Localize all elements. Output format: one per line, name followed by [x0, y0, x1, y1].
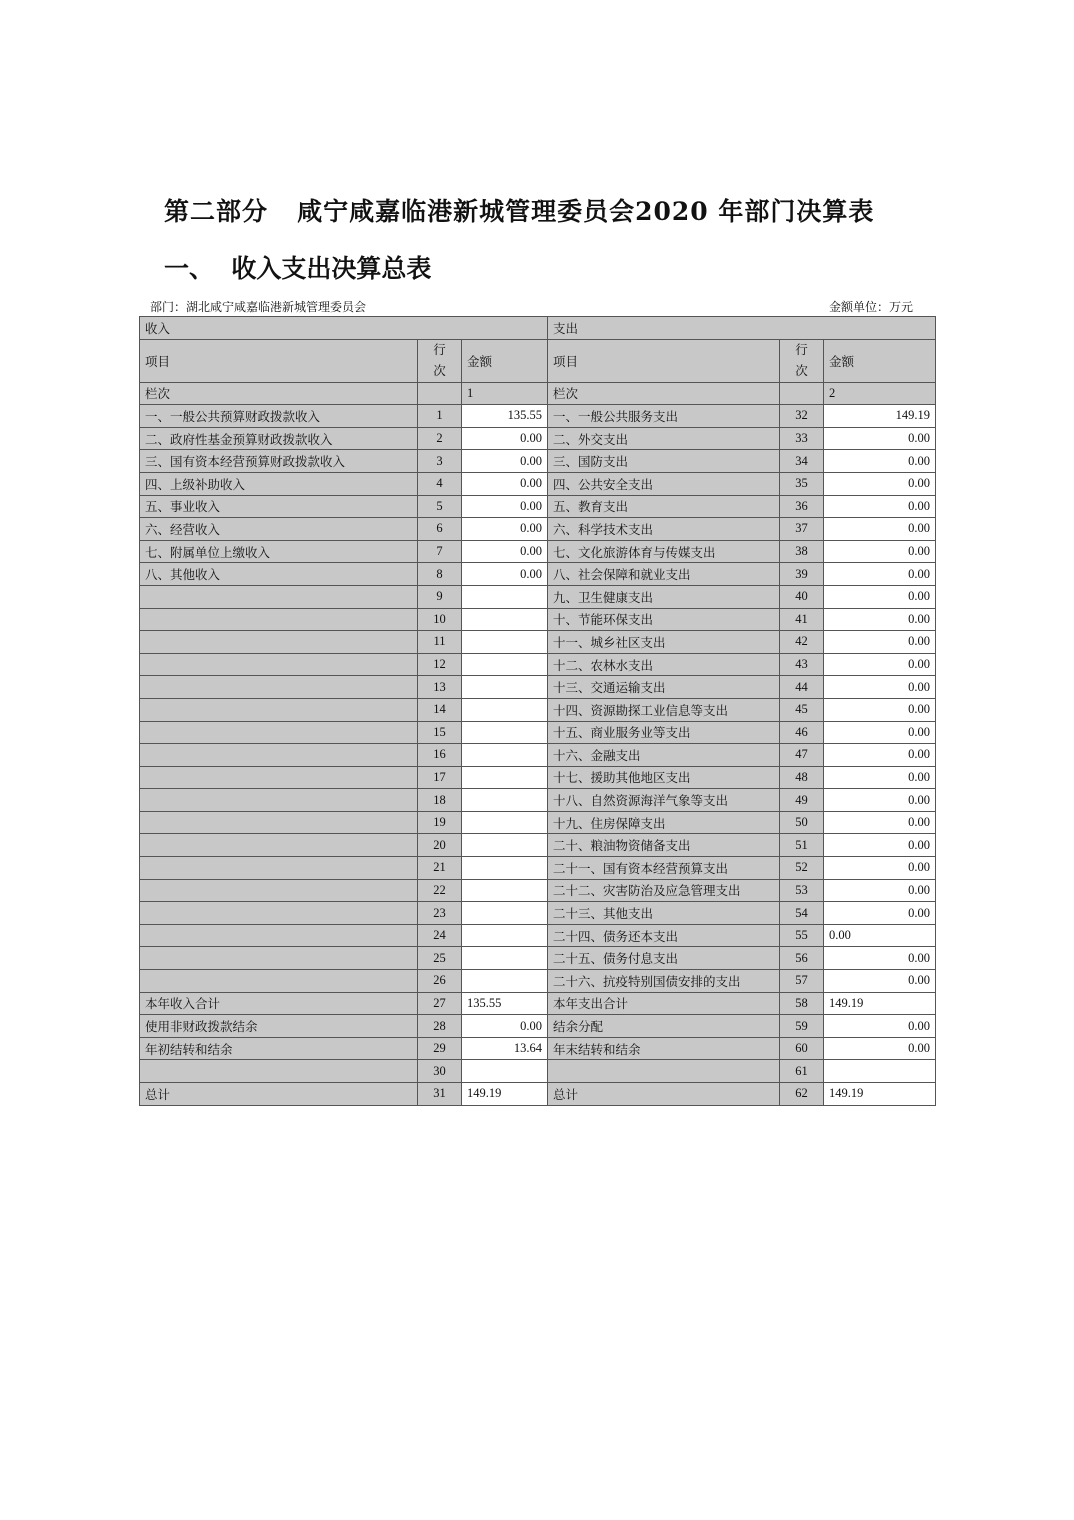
income-amount-cell — [462, 653, 548, 676]
income-amount-cell: 0.00 — [462, 450, 548, 473]
income-line-cell: 23 — [418, 902, 462, 925]
expense-amount-header: 金额 — [824, 339, 936, 382]
income-item-cell: 一、一般公共预算财政拨款收入 — [140, 405, 418, 428]
expense-item-cell: 十四、资源勘探工业信息等支出 — [548, 698, 780, 721]
department-label: 部门：湖北咸宁咸嘉临港新城管理委员会 — [150, 300, 367, 314]
income-item-cell — [140, 789, 418, 812]
income-amount-cell: 0.00 — [462, 427, 548, 450]
income-amount-cell: 0.00 — [462, 1015, 548, 1038]
expense-amount-cell: 0.00 — [824, 834, 936, 857]
income-item-cell: 年初结转和结余 — [140, 1037, 418, 1060]
expense-line-cell: 39 — [780, 563, 824, 586]
income-line-cell: 5 — [418, 495, 462, 518]
expense-line-cell: 35 — [780, 472, 824, 495]
income-amount-cell: 135.55 — [462, 405, 548, 428]
income-line-cell: 27 — [418, 992, 462, 1015]
table-row — [140, 947, 936, 970]
table-row — [140, 563, 936, 586]
income-line-cell: 13 — [418, 676, 462, 699]
expense-line-cell: 37 — [780, 518, 824, 541]
income-item-header: 项目 — [140, 339, 418, 382]
table-row — [140, 721, 936, 744]
income-line-cell: 22 — [418, 879, 462, 902]
expense-line-cell: 40 — [780, 585, 824, 608]
income-amount-cell: 0.00 — [462, 495, 548, 518]
income-amount-cell: 13.64 — [462, 1037, 548, 1060]
expense-amount-cell: 0.00 — [824, 540, 936, 563]
expense-item-cell: 一、一般公共服务支出 — [548, 405, 780, 428]
expense-item-cell: 五、教育支出 — [548, 495, 780, 518]
table-row — [140, 857, 936, 880]
expense-amount-cell: 0.00 — [824, 924, 936, 947]
income-item-cell: 总计 — [140, 1083, 418, 1106]
income-amount-cell — [462, 924, 548, 947]
expense-lanci-line — [780, 382, 824, 405]
expense-line-cell: 43 — [780, 653, 824, 676]
income-lanci-label: 栏次 — [140, 382, 418, 405]
expense-item-cell: 四、公共安全支出 — [548, 472, 780, 495]
income-line-cell: 17 — [418, 766, 462, 789]
income-lanci-no: 1 — [462, 382, 548, 405]
expense-amount-cell: 0.00 — [824, 1015, 936, 1038]
expense-line-cell: 60 — [780, 1037, 824, 1060]
income-amount-cell — [462, 947, 548, 970]
table-row — [140, 450, 936, 473]
income-item-cell — [140, 631, 418, 654]
income-item-cell — [140, 766, 418, 789]
table-row — [140, 1083, 936, 1106]
expense-amount-cell: 0.00 — [824, 811, 936, 834]
expense-item-cell — [548, 1060, 780, 1083]
income-line-cell: 7 — [418, 540, 462, 563]
expense-item-cell: 七、文化旅游体育与传媒支出 — [548, 540, 780, 563]
expense-amount-cell: 0.00 — [824, 879, 936, 902]
income-line-cell: 12 — [418, 653, 462, 676]
income-line-cell: 14 — [418, 698, 462, 721]
income-amount-cell — [462, 970, 548, 993]
expense-line-cell: 44 — [780, 676, 824, 699]
income-amount-cell: 0.00 — [462, 540, 548, 563]
expense-amount-cell: 0.00 — [824, 518, 936, 541]
table-row — [140, 902, 936, 925]
income-amount-cell — [462, 811, 548, 834]
table-row — [140, 924, 936, 947]
table-row — [140, 789, 936, 812]
expense-amount-cell: 0.00 — [824, 495, 936, 518]
page-title: 第二部分 咸宁咸嘉临港新城管理委员会2020 年部门决算表 — [164, 197, 875, 226]
expense-amount-cell: 0.00 — [824, 427, 936, 450]
expense-line-cell: 51 — [780, 834, 824, 857]
income-amount-cell — [462, 608, 548, 631]
income-item-cell: 四、上级补助收入 — [140, 472, 418, 495]
expense-amount-cell: 0.00 — [824, 472, 936, 495]
income-lanci-line — [418, 382, 462, 405]
table-row — [140, 495, 936, 518]
expense-amount-cell: 0.00 — [824, 676, 936, 699]
income-item-cell — [140, 744, 418, 767]
income-item-cell: 三、国有资本经营预算财政拨款收入 — [140, 450, 418, 473]
expense-line-cell: 38 — [780, 540, 824, 563]
income-amount-cell — [462, 721, 548, 744]
table-row — [140, 427, 936, 450]
income-amount-cell — [462, 902, 548, 925]
table-row — [140, 631, 936, 654]
income-line-header: 行 次 — [418, 339, 462, 382]
expense-amount-cell: 0.00 — [824, 1037, 936, 1060]
expense-item-cell: 十三、交通运输支出 — [548, 676, 780, 699]
table-row — [140, 698, 936, 721]
table-row — [140, 472, 936, 495]
expense-amount-cell: 0.00 — [824, 698, 936, 721]
expense-amount-cell: 0.00 — [824, 947, 936, 970]
expense-line-cell: 49 — [780, 789, 824, 812]
expense-lanci-label: 栏次 — [548, 382, 780, 405]
table-row — [140, 585, 936, 608]
expense-item-cell: 总计 — [548, 1083, 780, 1106]
expense-item-cell: 八、社会保障和就业支出 — [548, 563, 780, 586]
expense-item-cell: 九、卫生健康支出 — [548, 585, 780, 608]
income-amount-cell: 0.00 — [462, 518, 548, 541]
expense-group-header: 支出 — [548, 317, 936, 340]
expense-item-cell: 本年支出合计 — [548, 992, 780, 1015]
expense-item-cell: 十八、自然资源海洋气象等支出 — [548, 789, 780, 812]
table-row — [140, 970, 936, 993]
income-line-cell: 29 — [418, 1037, 462, 1060]
table-row — [140, 518, 936, 541]
income-item-cell — [140, 721, 418, 744]
expense-line-cell: 57 — [780, 970, 824, 993]
income-item-cell — [140, 653, 418, 676]
income-line-cell: 2 — [418, 427, 462, 450]
expense-line-cell: 48 — [780, 766, 824, 789]
income-amount-cell — [462, 585, 548, 608]
section-title: 一、 收入支出决算总表 — [164, 254, 432, 283]
expense-item-cell: 十一、城乡社区支出 — [548, 631, 780, 654]
table-row — [140, 744, 936, 767]
table-row — [140, 1015, 936, 1038]
expense-item-cell: 二、外交支出 — [548, 427, 780, 450]
expense-line-cell: 56 — [780, 947, 824, 970]
expense-line-cell: 61 — [780, 1060, 824, 1083]
expense-line-cell: 42 — [780, 631, 824, 654]
income-item-cell — [140, 902, 418, 925]
income-line-cell: 1 — [418, 405, 462, 428]
income-line-cell: 24 — [418, 924, 462, 947]
income-line-cell: 15 — [418, 721, 462, 744]
income-item-cell — [140, 947, 418, 970]
income-amount-cell — [462, 766, 548, 789]
income-line-cell: 18 — [418, 789, 462, 812]
table-row — [140, 540, 936, 563]
table-row — [140, 1037, 936, 1060]
income-item-cell: 使用非财政拨款结余 — [140, 1015, 418, 1038]
income-amount-cell: 135.55 — [462, 992, 548, 1015]
income-item-cell — [140, 608, 418, 631]
expense-line-cell: 45 — [780, 698, 824, 721]
income-item-cell: 六、经营收入 — [140, 518, 418, 541]
expense-line-cell: 54 — [780, 902, 824, 925]
income-amount-cell — [462, 631, 548, 654]
income-amount-cell — [462, 834, 548, 857]
income-item-cell — [140, 924, 418, 947]
expense-item-cell: 二十二、灾害防治及应急管理支出 — [548, 879, 780, 902]
income-group-header: 收入 — [140, 317, 548, 340]
income-amount-cell — [462, 879, 548, 902]
income-line-cell: 16 — [418, 744, 462, 767]
income-line-cell: 21 — [418, 857, 462, 880]
expense-item-cell: 年末结转和结余 — [548, 1037, 780, 1060]
income-item-cell — [140, 1060, 418, 1083]
income-amount-cell — [462, 789, 548, 812]
expense-amount-cell: 0.00 — [824, 857, 936, 880]
expense-item-cell: 结余分配 — [548, 1015, 780, 1038]
table-row — [140, 405, 936, 428]
table-column-header-row — [140, 339, 936, 382]
table-row — [140, 834, 936, 857]
lanci-row — [140, 382, 936, 405]
expense-amount-cell: 149.19 — [824, 1083, 936, 1106]
expense-item-header: 项目 — [548, 339, 780, 382]
income-amount-cell — [462, 1060, 548, 1083]
unit-label: 金额单位：万元 — [829, 300, 914, 314]
expense-amount-cell: 0.00 — [824, 789, 936, 812]
expense-amount-cell: 0.00 — [824, 902, 936, 925]
expense-item-cell: 二十五、债务付息支出 — [548, 947, 780, 970]
expense-line-cell: 36 — [780, 495, 824, 518]
income-line-cell: 11 — [418, 631, 462, 654]
expense-line-cell: 55 — [780, 924, 824, 947]
income-item-cell — [140, 879, 418, 902]
income-item-cell — [140, 811, 418, 834]
expense-item-cell: 三、国防支出 — [548, 450, 780, 473]
expense-item-cell: 十二、农林水支出 — [548, 653, 780, 676]
expense-line-cell: 33 — [780, 427, 824, 450]
table-row — [140, 992, 936, 1015]
expense-item-cell: 十七、援助其他地区支出 — [548, 766, 780, 789]
expense-line-cell: 52 — [780, 857, 824, 880]
table-group-header-row — [140, 317, 936, 340]
income-item-cell — [140, 698, 418, 721]
income-amount-cell — [462, 698, 548, 721]
expense-amount-cell: 0.00 — [824, 721, 936, 744]
expense-line-cell: 34 — [780, 450, 824, 473]
income-item-cell — [140, 857, 418, 880]
expense-line-cell: 41 — [780, 608, 824, 631]
expense-item-cell: 十五、商业服务业等支出 — [548, 721, 780, 744]
income-item-cell — [140, 970, 418, 993]
expense-amount-cell: 0.00 — [824, 766, 936, 789]
income-line-cell: 10 — [418, 608, 462, 631]
income-line-cell: 6 — [418, 518, 462, 541]
expense-line-cell: 46 — [780, 721, 824, 744]
expense-item-cell: 二十三、其他支出 — [548, 902, 780, 925]
income-item-cell: 八、其他收入 — [140, 563, 418, 586]
expense-line-cell: 53 — [780, 879, 824, 902]
expense-item-cell: 十六、金融支出 — [548, 744, 780, 767]
expense-item-cell: 十九、住房保障支出 — [548, 811, 780, 834]
income-item-cell: 本年收入合计 — [140, 992, 418, 1015]
income-line-cell: 25 — [418, 947, 462, 970]
table-row — [140, 811, 936, 834]
income-line-cell: 31 — [418, 1083, 462, 1106]
table-row — [140, 879, 936, 902]
expense-line-cell: 47 — [780, 744, 824, 767]
income-amount-cell — [462, 676, 548, 699]
income-item-cell: 七、附属单位上缴收入 — [140, 540, 418, 563]
income-line-cell: 30 — [418, 1060, 462, 1083]
expense-line-cell: 50 — [780, 811, 824, 834]
table-row — [140, 653, 936, 676]
expense-amount-cell: 0.00 — [824, 744, 936, 767]
income-amount-cell — [462, 857, 548, 880]
income-item-cell: 五、事业收入 — [140, 495, 418, 518]
income-line-cell: 28 — [418, 1015, 462, 1038]
table-row — [140, 608, 936, 631]
income-line-cell: 20 — [418, 834, 462, 857]
income-line-cell: 8 — [418, 563, 462, 586]
expense-item-cell: 二十一、国有资本经营预算支出 — [548, 857, 780, 880]
expense-amount-cell: 0.00 — [824, 970, 936, 993]
expense-item-cell: 二十、粮油物资储备支出 — [548, 834, 780, 857]
expense-amount-cell: 0.00 — [824, 631, 936, 654]
expense-item-cell: 二十六、抗疫特别国债安排的支出 — [548, 970, 780, 993]
expense-amount-cell: 149.19 — [824, 992, 936, 1015]
expense-amount-cell: 0.00 — [824, 450, 936, 473]
expense-amount-cell: 0.00 — [824, 585, 936, 608]
table-row — [140, 1060, 936, 1083]
income-line-cell: 19 — [418, 811, 462, 834]
expense-item-cell: 六、科学技术支出 — [548, 518, 780, 541]
expense-amount-cell: 149.19 — [824, 405, 936, 428]
income-line-cell: 4 — [418, 472, 462, 495]
income-item-cell: 二、政府性基金预算财政拨款收入 — [140, 427, 418, 450]
income-amount-cell: 0.00 — [462, 563, 548, 586]
expense-amount-cell: 0.00 — [824, 653, 936, 676]
table-row — [140, 676, 936, 699]
table-row — [140, 766, 936, 789]
expense-line-cell: 58 — [780, 992, 824, 1015]
income-line-cell: 9 — [418, 585, 462, 608]
income-item-cell — [140, 585, 418, 608]
income-line-cell: 26 — [418, 970, 462, 993]
income-amount-header: 金额 — [462, 339, 548, 382]
expense-item-cell: 十、节能环保支出 — [548, 608, 780, 631]
expense-lanci-no: 2 — [824, 382, 936, 405]
income-amount-cell — [462, 744, 548, 767]
expense-amount-cell: 0.00 — [824, 608, 936, 631]
expense-amount-cell: 0.00 — [824, 563, 936, 586]
income-amount-cell: 149.19 — [462, 1083, 548, 1106]
income-line-cell: 3 — [418, 450, 462, 473]
expense-line-cell: 62 — [780, 1083, 824, 1106]
expense-line-cell: 59 — [780, 1015, 824, 1038]
income-item-cell — [140, 676, 418, 699]
income-expense-table — [139, 316, 936, 1106]
expense-line-header: 行 次 — [780, 339, 824, 382]
expense-amount-cell — [824, 1060, 936, 1083]
income-amount-cell: 0.00 — [462, 472, 548, 495]
expense-line-cell: 32 — [780, 405, 824, 428]
income-item-cell — [140, 834, 418, 857]
expense-item-cell: 二十四、债务还本支出 — [548, 924, 780, 947]
